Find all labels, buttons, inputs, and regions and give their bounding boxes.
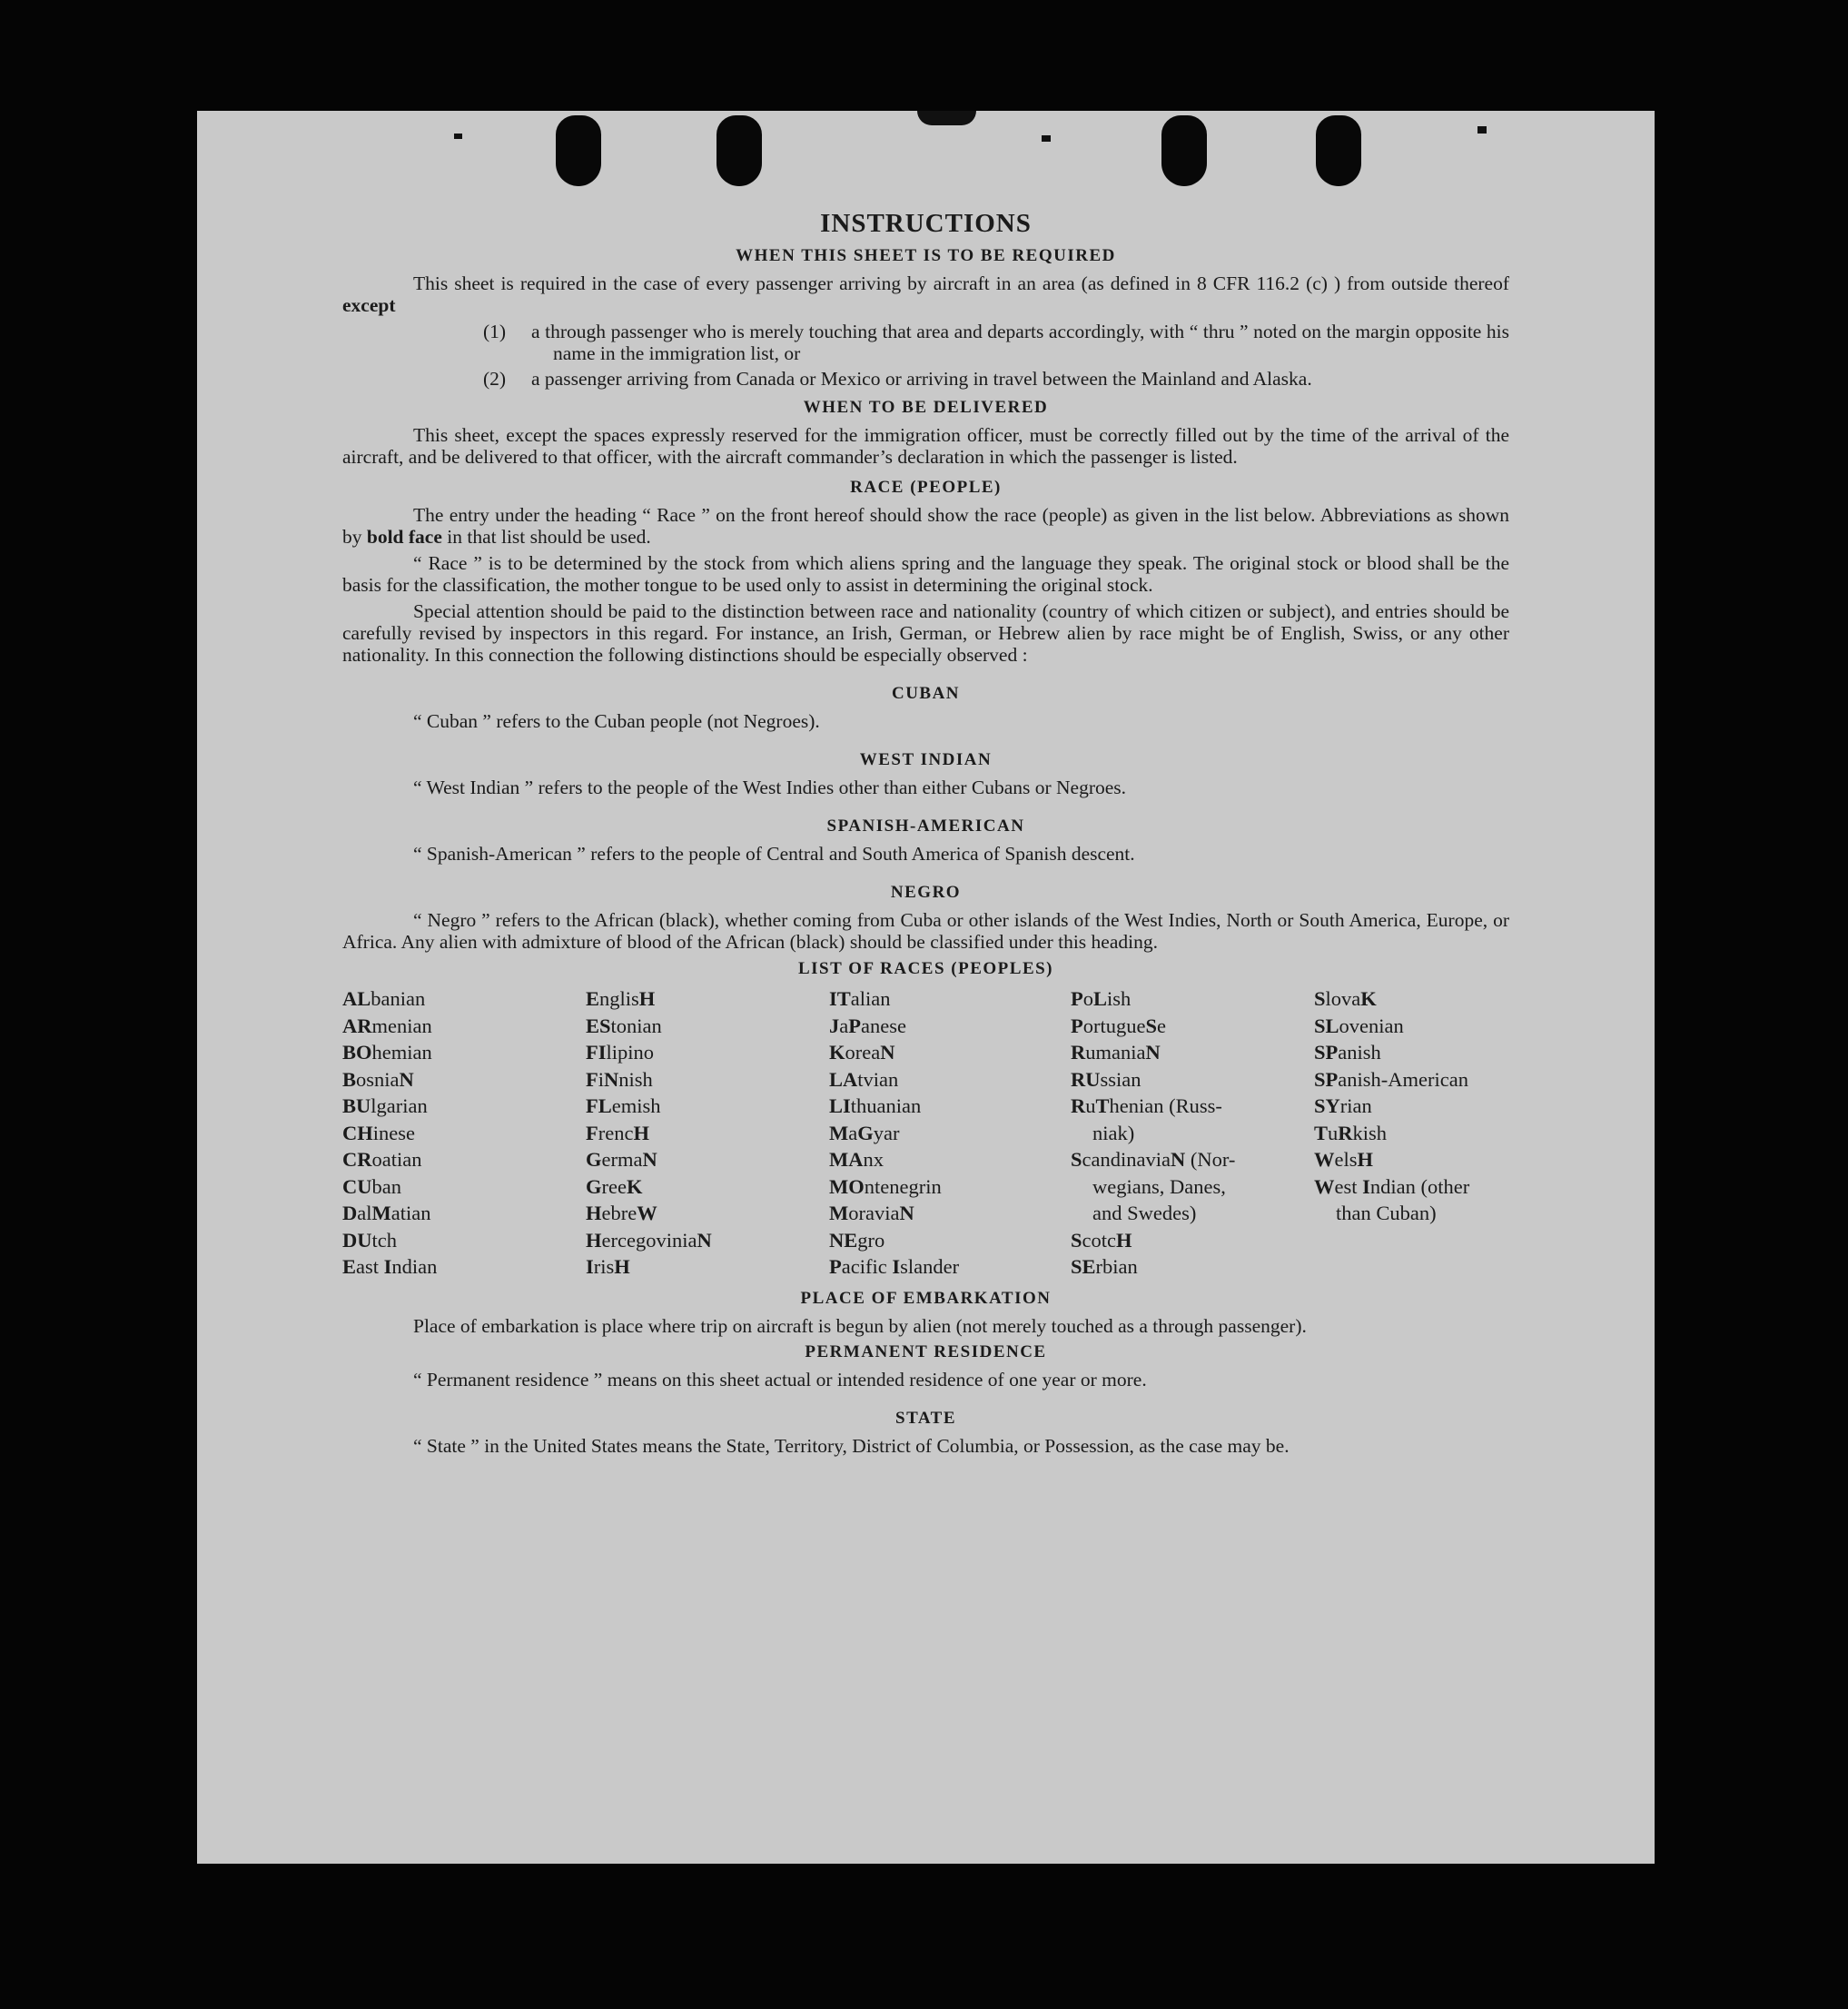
heading-delivered: WHEN TO BE DELIVERED [803,398,1049,417]
race-entry: NEgro [829,1228,885,1252]
heading-spanish-american: SPANISH-AMERICAN [826,816,1025,836]
speck [454,134,462,139]
heading-required: WHEN THIS SHEET IS TO BE REQUIRED [736,246,1116,265]
punch-hole-1 [556,115,601,186]
race-entry: RumaniaN [1071,1041,1161,1064]
race-entry: HebreW [586,1202,657,1224]
negro-text: “ Negro ” refers to the African (black), whether coming from Cuba or other islands of the West Indies, North or South America, Europe, or Africa. Any alien with admixture of blood of the African (black) should be classified under this heading. [342,909,1509,953]
race-entry: PortugueSe [1071,1014,1166,1037]
race-entry: ALbanian [342,987,426,1010]
race-entry: CHinese [342,1121,415,1144]
race-entry: MoraviaN [829,1202,914,1224]
race-entry: EStonian [586,1014,662,1037]
race-entry: GermaN [586,1148,657,1171]
race-entry: SYrian [1314,1094,1372,1117]
race-entry: GreeK [586,1174,643,1198]
race-entry: BUlgarian [342,1094,428,1117]
race-entry: ITalian [829,987,891,1010]
race-entry: SPanish-American [1314,1067,1468,1091]
heading-embarkation: PLACE OF EMBARKATION [800,1288,1052,1308]
exception-item-2: (2) a passenger arriving from Canada or Mexico or arriving in travel between the Mainland and Alaska. [483,368,1312,390]
heading-race: RACE (PEOPLE) [850,478,1002,497]
race-entry: DalMatian [342,1202,431,1224]
speck [1477,126,1487,134]
heading-state: STATE [895,1408,956,1428]
races-column [342,985,586,1281]
race-paragraph-1: The entry under the heading “ Race ” on the front hereof should show the race (people) as given in the list below. Abbreviations as shown by bold face in that list should be used. [342,504,1509,548]
state-text: “ State ” in the United States means the State, Territory, District of Columbia, or Possession, as the case may be. [413,1434,1290,1457]
race-entry: CUban [342,1174,401,1198]
heading-negro: NEGRO [890,883,962,902]
races-column [586,985,829,1281]
binding-mark [917,111,976,125]
race-entry: ScotcH [1071,1228,1132,1252]
race-entry: FrencH [586,1121,649,1144]
race-entry: ARmenian [342,1014,432,1037]
race-entry: RuThenian (Russ- [1071,1094,1222,1117]
race-entry: HercegoviniaN [586,1228,712,1252]
embarkation-text: Place of embarkation is place where trip on aircraft is begun by alien (not merely touched as a through passenger). [413,1314,1307,1337]
delivered-text: This sheet, except the spaces expressly reserved for the immigration officer, must be correctly filled out by the time of the arrival of the aircraft, and be delivered to that officer, with the aircraft commander’s declaration in which the passenger is listed. [342,424,1509,468]
instructions-content [342,209,1509,1461]
race-entry: BOhemian [342,1041,432,1064]
race-entry: than Cuban) [1336,1202,1437,1224]
page-title: INSTRUCTIONS [820,209,1032,238]
race-entry: FLemish [586,1094,661,1117]
race-entry: and Swedes) [1092,1202,1197,1224]
punch-hole-4 [1316,115,1361,186]
required-intro: This sheet is required in the case of every passenger arriving by aircraft in an area (as defined in 8 CFR 116.2 (c) ) from outside thereof except [342,272,1509,316]
exception-item-1: (1) a through passenger who is merely touching that area and departs accordingly, with “ thru ” noted on the margin opposite his name in the immigration list, or [483,321,1509,364]
punch-hole-3 [1161,115,1207,186]
race-entry: SPanish [1314,1041,1381,1064]
race-entry: niak) [1092,1121,1135,1144]
race-entry: BosniaN [342,1067,414,1091]
cuban-text: “ Cuban ” refers to the Cuban people (not Negroes). [413,710,820,732]
race-entry: FiNnish [586,1067,653,1091]
race-entry: LAtvian [829,1067,899,1091]
race-entry: SErbian [1071,1255,1138,1278]
race-entry: TuRkish [1314,1121,1388,1144]
race-entry: wegians, Danes, [1092,1174,1226,1198]
west-indian-text: “ West Indian ” refers to the people of the West Indies other than either Cubans or Negroes. [413,777,1127,798]
race-entry: SLovenian [1314,1014,1404,1037]
race-entry: SlovaK [1314,987,1377,1010]
race-entry: CRoatian [342,1148,422,1171]
heading-list-of-races: LIST OF RACES (PEOPLES) [797,959,1054,978]
race-entry: MAnx [829,1148,884,1171]
race-entry: FIlipino [586,1041,655,1064]
race-entry: ScandinaviaN (Nor- [1071,1148,1236,1171]
race-entry: WelsH [1314,1148,1374,1171]
heading-west-indian: WEST INDIAN [859,750,993,769]
residence-text: “ Permanent residence ” means on this sheet actual or intended residence of one year or more. [413,1368,1147,1390]
document-page [197,111,1655,1864]
punch-hole-2 [716,115,762,186]
heading-residence: PERMANENT RESIDENCE [805,1341,1047,1361]
race-entry: MOntenegrin [829,1174,942,1198]
heading-cuban: CUBAN [891,684,961,703]
races-column [1314,985,1509,1281]
race-entry: JaPanese [829,1014,906,1037]
race-entry: IrisH [586,1255,630,1278]
spanish-american-text: “ Spanish-American ” refers to the people of Central and South America of Spanish descent. [413,843,1135,865]
race-entry: Pacific Islander [829,1255,960,1278]
race-entry: East Indian [342,1255,438,1278]
race-entry: West Indian (other [1314,1174,1470,1198]
race-paragraph-2: “ Race ” is to be determined by the stock from which aliens spring and the language they speak. The original stock or blood shall be the basis for the classification, the mother tongue to be used only to assist in determining the original stock. [342,552,1509,596]
races-column [829,985,1071,1281]
race-entry: MaGyar [829,1121,900,1144]
race-paragraph-3: Special attention should be paid to the distinction between race and nationality (country of which citizen or subject), and entries should be carefully revised by inspectors in this regard. For instance, an Irish, German, or Hebrew alien by race might be of English, Swiss, or any other nationality. In this connection the following distinctions should be especially observed : [342,600,1509,666]
race-entry: EnglisH [586,987,656,1010]
race-entry: RUssian [1071,1067,1141,1091]
race-entry: PoLish [1071,987,1132,1010]
races-list [342,985,1509,1281]
races-column [1071,985,1314,1281]
race-entry: LIthuanian [829,1094,922,1117]
race-entry: KoreaN [829,1041,895,1064]
speck [1042,135,1051,142]
race-entry: DUtch [342,1228,397,1252]
